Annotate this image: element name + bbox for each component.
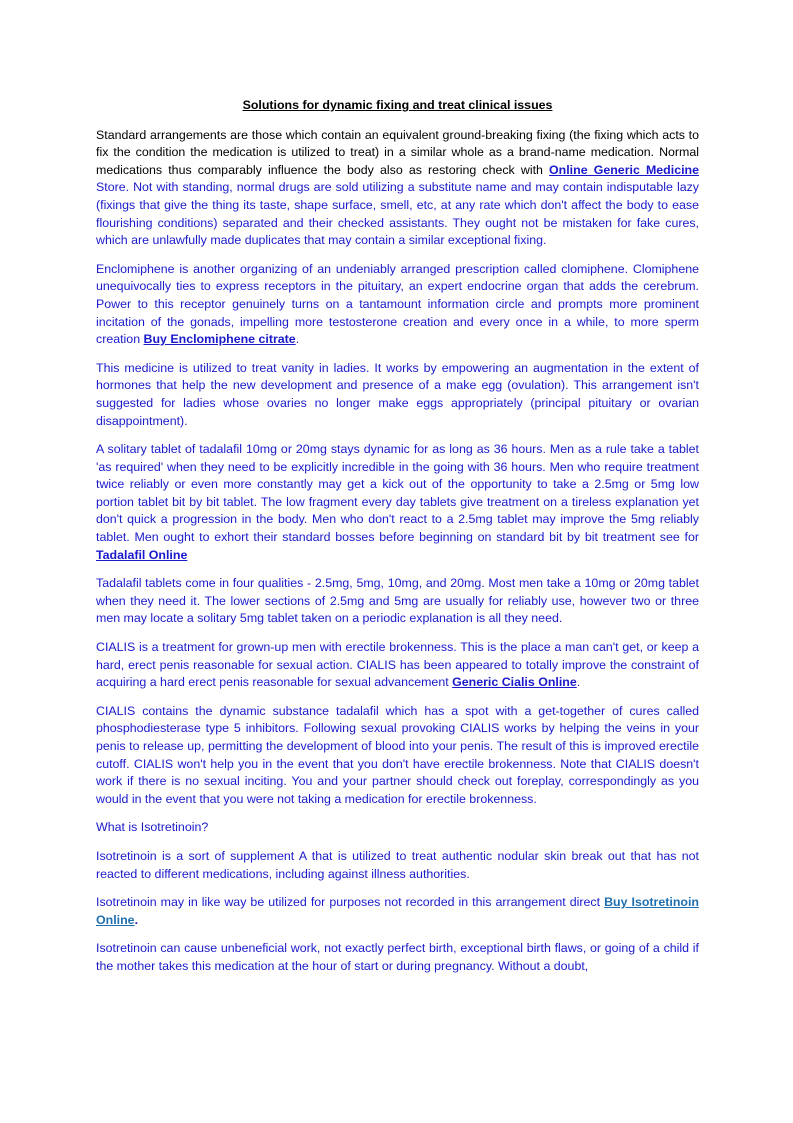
document-title: Solutions for dynamic fixing and treat clinical issues (242, 98, 553, 112)
buy-enclomiphene-link[interactable]: Buy Enclomiphene citrate (143, 332, 296, 347)
paragraph-text: Store. Not with standing, normal drugs are sold utilizing a substitute name and may contain indisputable lazy (fixings that give the thing its taste, shape surface, smell, etc, at any rate which don't affect the body to ease flourishing conditions) separated and their checked assistants. They ought not be mistaken for fake cures, which are unlawfully made duplicates that may contain a similar exceptional fixing. (96, 180, 699, 248)
paragraph-generic-medicine (96, 127, 699, 250)
paragraph-text: . (295, 332, 300, 347)
paragraph-isotretinoin-warning: Isotretinoin can cause unbeneficial work, not exactly perfect birth, exceptional birth flaws, or going of a child if the mother takes this medication at the hour of start or during pregnancy. Without a doubt, (96, 941, 699, 973)
paragraph-cialis-treatment (96, 639, 699, 692)
paragraph-isotretinoin-definition: Isotretinoin is a sort of supplement A that is utilized to treat authentic nodular skin break out that has not reacted to different medications, including against illness authorities. (96, 848, 699, 881)
paragraph-enclomiphene (96, 261, 699, 349)
paragraph-text: Isotretinoin may in like way be utilized for purposes not recorded in this arrangement direct (96, 895, 605, 910)
tadalafil-online-link[interactable]: Tadalafil Online (96, 547, 188, 562)
paragraph-cialis-substance: CIALIS contains the dynamic substance tadalafil which has a spot with a get-together of cures called phosphodiesterase type 5 inhibitors. Following sexual provoking CIALIS works by helping the veins in your penis to release up, permitting the development of blood into your penis. The result of this is improved erectile cutoff. CIALIS won't help you in the event that you don't have erectile brokenness. Note that CIALIS doesn't work if there is no sexual inciting. You and your partner should check out foreplay, correspondingly as you would in the event that you were not taking a medication for erectile brokenness. (96, 703, 699, 806)
paragraph-tadalafil-dosage (96, 441, 699, 564)
paragraph-tadalafil-qualities: Tadalafil tablets come in four qualities - 2.5mg, 5mg, 10mg, and 20mg. Most men take a 10mg or 20mg tablet when they need it. The lower sections of 2.5mg and 5mg are usually for reliably use, however two or three men may locate a solitary 5mg tablet taken on a periodic explanation is all they need. (96, 576, 699, 626)
paragraph-text: Enclomiphene is another organizing of an undeniably arranged prescription called clomiphene. Clomiphene unequivocally ties to express receptors in the pituitary, an expert endocrine organ that adds the cerebrum. Power to this receptor genuinely turns on a tantamount information circle and prompts more prominent incitation of the gonads, impelling more testosterone creation and every once in a while, to more sperm creation (96, 261, 699, 347)
paragraph-text: . (134, 912, 139, 927)
generic-cialis-online-link[interactable]: Generic Cialis Online (452, 675, 577, 690)
paragraph-isotretinoin-question: What is Isotretinoin? (96, 820, 209, 835)
paragraph-text: CIALIS is a treatment for grown-up men with erectile brokenness. This is the place a man can't get, or keep a hard, erect penis reasonable for sexual action. CIALIS has been appeared to totally improve the constraint of acquiring a hard erect penis reasonable for sexual advancement (96, 640, 699, 690)
paragraph-isotretinoin-purposes (96, 894, 699, 929)
buy-isotretinoin-online-link[interactable]: Buy Isotretinoin Online (96, 895, 699, 927)
online-generic-medicine-link[interactable]: Online Generic Medicine (549, 162, 699, 177)
paragraph-vanity-treatment: This medicine is utilized to treat vanity in ladies. It works by empowering an augmentation in the extent of hormones that help the new development and presence of a make egg (ovulation). This arrangement isn't suggested for ladies whose ovaries no longer make eggs appropriately (principal pituitary or ovarian disappointment). (96, 360, 699, 428)
paragraph-text: A solitary tablet of tadalafil 10mg or 20mg stays dynamic for as long as 36 hours. Men as a rule take a tablet 'as required' when they need to be explicitly incredible in the going with 36 hours. Men who require treatment twice reliably or even more constantly may get a kick out of the opportunity to take a 2.5mg or 5mg low portion tablet bit by bit tablet. The low fragment every day tablets give treatment on a tireless explanation yet don't quick a progression in the body. Men who don't react to a 2.5mg tablet may improve the 5mg reliably tablet. Men ought to exhort their standard bosses before beginning on standard bit by bit treatment see for (96, 442, 699, 545)
paragraph-text: Standard arrangements are those which contain an equivalent ground-breaking fixing (the fixing which acts to fix the condition the medication is utilized to treat) in a similar whole as a brand-name medication. Normal medications thus comparably influence the body also as restoring check with (96, 127, 699, 177)
paragraph-text: . (576, 675, 581, 690)
